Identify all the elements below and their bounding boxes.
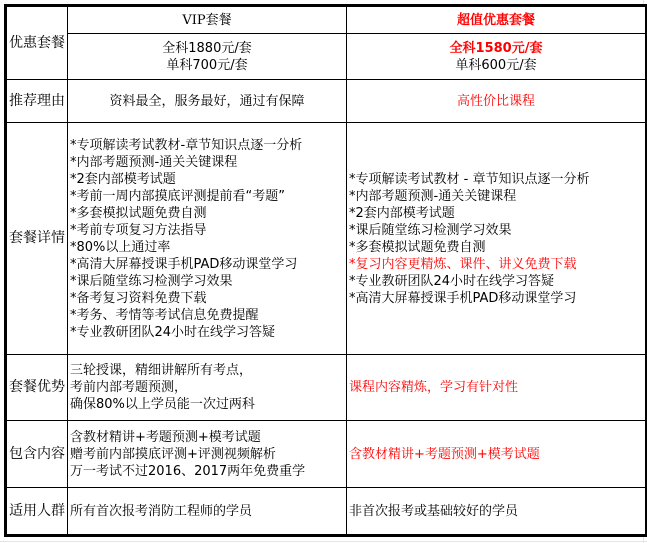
value-details-cell: [347, 123, 647, 355]
value-contents: 含教材精讲+考题预测+模考试题: [347, 421, 647, 488]
value-detail-item-highlight: *复习内容更精炼、课件、讲义免费下载: [349, 256, 577, 272]
vip-detail-item: *专业教研团队24小时在线学习答疑: [70, 324, 276, 340]
value-detail-item: *高清大屏幕授课手机PAD移动课堂学习: [349, 290, 577, 306]
value-advantage: 课程内容精炼，学习有针对性: [347, 355, 647, 421]
vip-advantage-line: 三轮授课，精细讲解所有考点，: [70, 363, 253, 378]
vip-contents-line: 赠考前内部摸底评测+评测视频解析: [70, 446, 276, 462]
vip-detail-item: *多套模拟试题免费自测: [70, 205, 207, 221]
package-comparison-table: [4, 4, 647, 537]
vip-detail-item: *80%以上通过率: [70, 239, 171, 255]
contents-row: [6, 421, 647, 488]
audience-row: [6, 488, 647, 536]
value-detail-item: *专项解读考试教材 - 章节知识点逐一分析: [349, 171, 590, 187]
value-detail-item: *专业教研团队24小时在线学习答疑: [349, 273, 555, 289]
vip-detail-item: *内部考题预测-通关关键课程: [70, 154, 238, 170]
vip-detail-item: *专项解读考试教材-章节知识点逐一分析: [70, 137, 303, 153]
vip-contents-line: 万一考试不过2016、2017两年免费重学: [70, 463, 306, 479]
row-label-reason: 推荐理由: [6, 80, 68, 123]
vip-detail-item: *课后随堂练习检测学习效果: [70, 273, 233, 289]
vip-contents-cell: [68, 421, 347, 488]
value-detail-item: *多套模拟试题免费自测: [349, 239, 486, 255]
column-header-value: 超值优惠套餐: [347, 6, 647, 34]
vip-detail-item: *考前一周内部摸底评测提前看“考题”: [70, 188, 285, 204]
reason-row: [6, 80, 647, 123]
vip-details-cell: [68, 123, 347, 355]
value-single-price: 单科600元/套: [455, 57, 537, 73]
vip-price-cell: [68, 34, 347, 80]
value-price-cell: [347, 34, 647, 80]
vip-single-price: 单科700元/套: [166, 57, 248, 73]
row-label-details: 套餐详情: [6, 123, 68, 355]
vip-detail-item: *考前专项复习方法指导: [70, 222, 207, 238]
vip-full-price: 全科1880元/套: [162, 40, 252, 56]
column-header-vip: VIP套餐: [68, 6, 347, 34]
row-label-package: 优惠套餐: [6, 6, 68, 80]
header-row: [6, 6, 647, 34]
vip-detail-item: *高清大屏幕授课手机PAD移动课堂学习: [70, 256, 298, 272]
row-label-contents: 包含内容: [6, 421, 68, 488]
details-row: [6, 123, 647, 355]
value-reason: 高性价比课程: [347, 80, 647, 123]
value-detail-item: *内部考题预测-通关关键课程: [349, 188, 517, 204]
vip-advantage-line: 确保80%以上学员能一次过两科: [70, 397, 255, 412]
value-detail-item: *2套内部模考试题: [349, 205, 455, 221]
vip-contents-line: 含教材精讲+考题预测+模考试题: [70, 429, 261, 445]
vip-advantage-cell: [68, 355, 347, 421]
row-label-audience: 适用人群: [6, 488, 68, 536]
vip-detail-item: *考务、考情等考试信息免费提醒: [70, 307, 259, 323]
value-audience: 非首次报考或基础较好的学员: [347, 488, 647, 536]
vip-advantage-line: 考前内部考题预测，: [70, 380, 188, 395]
value-detail-item: *课后随堂练习检测学习效果: [349, 222, 512, 238]
vip-reason: 资料最全，服务最好，通过有保障: [68, 80, 347, 123]
vip-audience: 所有首次报考消防工程师的学员: [68, 488, 347, 536]
price-row: [6, 34, 647, 80]
row-label-advantage: 套餐优势: [6, 355, 68, 421]
advantage-row: [6, 355, 647, 421]
vip-detail-item: *2套内部模考试题: [70, 171, 176, 187]
vip-detail-item: *备考复习资料免费下载: [70, 290, 207, 306]
value-full-price: 全科1580元/套: [449, 40, 543, 56]
sheet-gridline: [0, 541, 647, 542]
